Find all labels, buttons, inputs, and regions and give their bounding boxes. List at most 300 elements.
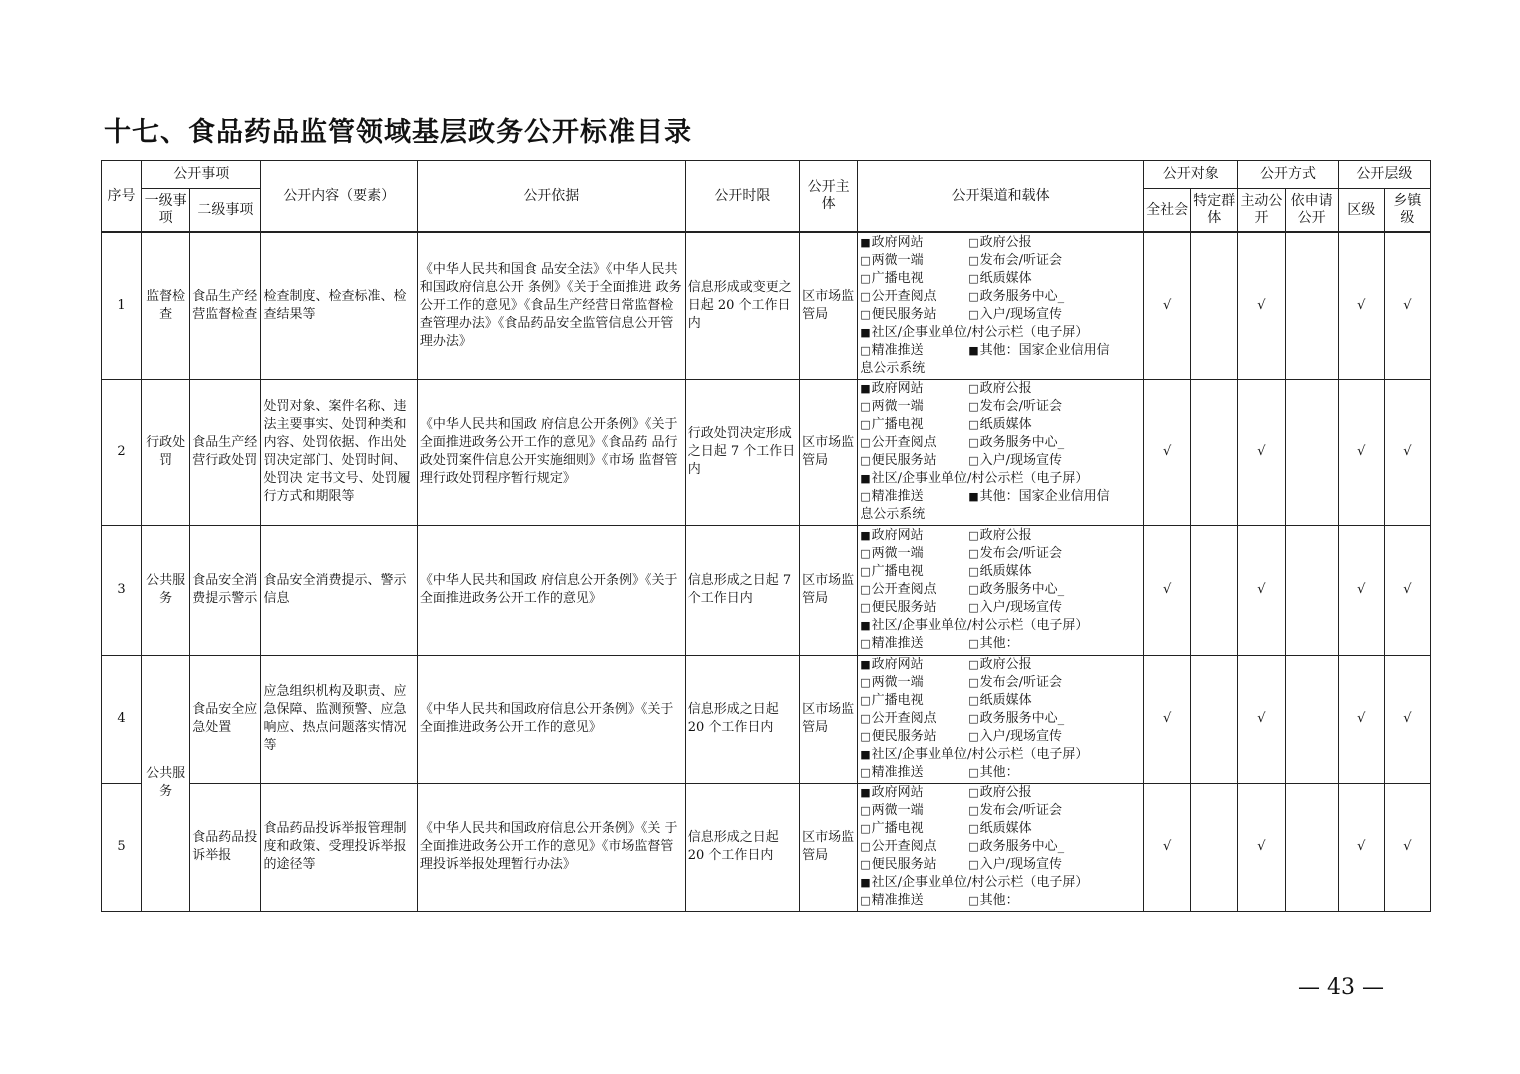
channel-line: [860, 563, 1141, 581]
channel-option: [968, 728, 1062, 746]
cell-aud-specific: [1191, 783, 1238, 911]
cell-aud-public: √: [1144, 232, 1191, 379]
channel-label: 广播电视: [871, 270, 924, 286]
channel-label: 发布会/听证会: [979, 803, 1063, 818]
channel-label: 便民服务站: [871, 600, 937, 615]
channel-option: [968, 527, 1031, 545]
cell-aud-public: √: [1144, 525, 1191, 655]
unchecked-box-icon: □: [860, 436, 871, 449]
channel-label: 纸质媒体: [979, 693, 1032, 708]
channel-label: 两微一端: [871, 546, 924, 561]
channel-option: [860, 581, 968, 599]
channel-option: [968, 342, 1109, 360]
header-basis: 公开依据: [417, 161, 685, 233]
unchecked-box-icon: □: [968, 786, 979, 799]
cell-level1: 公共服务: [142, 525, 190, 655]
unchecked-box-icon: □: [968, 565, 979, 578]
header-method-group: 公开方式: [1238, 161, 1338, 189]
catalog-table: [101, 160, 1431, 912]
cell-subject: 区市场监管局: [800, 379, 858, 525]
channel-line: [860, 581, 1141, 599]
cell-channels: [858, 232, 1144, 379]
channel-option: [860, 746, 1088, 764]
cell-content: 应急组织机构及职责、应急保障、监测预警、应急响应、热点问题落实情况等: [261, 655, 417, 783]
channel-option: [860, 764, 968, 782]
unchecked-box-icon: □: [968, 637, 979, 650]
channel-option: [860, 892, 968, 910]
channel-label: 入户/现场宣传: [979, 857, 1063, 872]
cell-aud-specific: [1191, 232, 1238, 379]
channel-label: 其他：国家企业信用信: [979, 489, 1110, 504]
channel-label: 纸质媒体: [979, 417, 1032, 432]
unchecked-box-icon: □: [860, 858, 871, 871]
unchecked-box-icon: □: [968, 694, 979, 707]
channel-option: [968, 692, 1031, 710]
cell-time-limit: 信息形成之日起 7 个工作日内: [685, 525, 799, 655]
cell-seq: 3: [102, 525, 142, 655]
unchecked-box-icon: □: [968, 271, 979, 285]
cell-content: 食品安全消费提示、警示信息: [261, 525, 417, 655]
channel-option: [968, 452, 1062, 470]
channel-line: [860, 342, 1141, 360]
header-aud-public: 全社会: [1144, 189, 1191, 233]
cell-level2: 食品生产经营监督检查: [190, 232, 261, 379]
channel-label: 政府公报: [979, 234, 1032, 250]
unchecked-box-icon: □: [968, 454, 979, 467]
unchecked-box-icon: □: [968, 253, 979, 267]
channel-label: 政务服务中心_: [979, 582, 1065, 597]
channel-label: 便民服务站: [871, 453, 937, 468]
cell-level2: 食品药品投诉举报: [190, 783, 261, 911]
channel-line: [860, 820, 1141, 838]
channel-option: [968, 838, 1064, 856]
cell-basis: 《中华人民共和国政府信息公开条例》《关 于全面推进政务公开工作的意见》《市场监督管理投诉举报处理暂行办法》: [417, 783, 685, 911]
cell-lvl-district: √: [1338, 525, 1384, 655]
checked-box-icon: ■: [860, 748, 871, 761]
channel-label: 便民服务站: [871, 857, 937, 872]
channel-label: 政府网站: [871, 381, 924, 396]
channel-label: 政府公报: [979, 785, 1032, 800]
channel-label: 精准推送: [871, 489, 924, 504]
table-row: [102, 525, 1431, 655]
header-meth-active: 主动公开: [1238, 189, 1285, 233]
channel-label: 其他：: [979, 636, 1019, 651]
unchecked-box-icon: □: [860, 637, 871, 650]
channel-label: 政府网站: [871, 234, 924, 250]
unchecked-box-icon: □: [968, 658, 979, 671]
channel-label: 纸质媒体: [979, 821, 1032, 836]
channel-option: [968, 488, 1109, 506]
channel-option: [860, 802, 968, 820]
checked-box-icon: ■: [860, 472, 871, 485]
channel-line: [860, 599, 1141, 617]
table-row: [102, 379, 1431, 525]
header-items-group: 公开事项: [142, 161, 261, 189]
channel-line: [860, 527, 1141, 545]
unchecked-box-icon: □: [860, 894, 871, 907]
channel-label: 政务服务中心_: [979, 288, 1065, 304]
channel-line: [860, 856, 1141, 874]
cell-lvl-town: √: [1384, 525, 1430, 655]
header-lvl-district: 区级: [1338, 189, 1384, 233]
channel-line: [860, 270, 1141, 288]
channel-option: [860, 342, 968, 360]
unchecked-box-icon: □: [968, 436, 979, 449]
table-row: [102, 783, 1431, 911]
channel-option: [860, 527, 968, 545]
unchecked-box-icon: □: [860, 289, 871, 303]
channel-option: [860, 545, 968, 563]
channel-line: [860, 360, 1141, 378]
cell-basis: 《中华人民共和国政 府信息公开条例》《关于全面推进政务公开工作的意见》: [417, 525, 685, 655]
cell-level1: 监督检查: [142, 232, 190, 379]
channel-option: [968, 599, 1062, 617]
unchecked-box-icon: □: [860, 694, 871, 707]
checked-box-icon: ■: [860, 619, 871, 632]
channel-label: 精准推送: [871, 342, 924, 358]
unchecked-box-icon: □: [860, 840, 871, 853]
cell-channels: [858, 525, 1144, 655]
cell-aud-public: √: [1144, 783, 1191, 911]
channel-option: [860, 838, 968, 856]
cell-meth-active: √: [1238, 525, 1285, 655]
cell-lvl-town: √: [1384, 783, 1430, 911]
cell-content: 食品药品投诉举报管理制度和政策、受理投诉举报的途径等: [261, 783, 417, 911]
cell-level2: 食品生产经营行政处罚: [190, 379, 261, 525]
header-seq: 序号: [102, 161, 142, 233]
channel-option: [860, 488, 968, 506]
cell-time-limit: 信息形成或变更之日起 20 个工作日内: [685, 232, 799, 379]
channel-label: 两微一端: [871, 399, 924, 414]
channel-line: [860, 234, 1141, 252]
channel-option: [860, 252, 968, 270]
channel-label: 发布会/听证会: [979, 546, 1063, 561]
cell-content: 处罚对象、案件名称、违法主要事实、处罚种类和内容、处罚依据、作出处罚决定部门、处罚时间、处罚决 定书文号、处罚履行方式和期限等: [261, 379, 417, 525]
unchecked-box-icon: □: [968, 547, 979, 560]
channel-option: [860, 635, 968, 653]
checked-box-icon: ■: [860, 876, 871, 889]
cell-channels: [858, 783, 1144, 911]
channel-option: [860, 270, 968, 288]
channel-option: [860, 656, 968, 674]
channel-line: [860, 324, 1141, 342]
channel-label: 政府网站: [871, 785, 924, 800]
channel-label: 广播电视: [871, 821, 924, 836]
channel-option: [968, 234, 1031, 252]
cell-subject: 区市场监管局: [800, 783, 858, 911]
cell-subject: 区市场监管局: [800, 232, 858, 379]
channel-option: [860, 434, 968, 452]
channel-option: [860, 452, 968, 470]
channel-label: 社区/企事业单位/村公示栏（电子屏）: [871, 618, 1089, 633]
unchecked-box-icon: □: [860, 676, 871, 689]
channel-option: [968, 252, 1062, 270]
channel-label: 政府网站: [871, 528, 924, 543]
checked-box-icon: ■: [968, 343, 979, 357]
unchecked-box-icon: □: [860, 730, 871, 743]
channel-label: 发布会/听证会: [979, 399, 1063, 414]
channel-option: [968, 656, 1031, 674]
channel-label: 政府公报: [979, 381, 1032, 396]
cell-seq: 1: [102, 232, 142, 379]
channel-option: [860, 710, 968, 728]
unchecked-box-icon: □: [968, 382, 979, 395]
channel-option: [860, 617, 1088, 635]
channel-line: [860, 892, 1141, 910]
channel-label: 政府网站: [871, 657, 924, 672]
cell-time-limit: 行政处罚决定形成之日起 7 个工作日内: [685, 379, 799, 525]
unchecked-box-icon: □: [860, 822, 871, 835]
channel-option: [860, 728, 968, 746]
channel-option: [968, 892, 1018, 910]
channel-option: [968, 710, 1064, 728]
channel-option: [968, 306, 1062, 324]
header-channels: 公开渠道和载体: [858, 161, 1144, 233]
channel-line: [860, 874, 1141, 892]
channel-option: [860, 784, 968, 802]
channel-line: [860, 306, 1141, 324]
unchecked-box-icon: □: [860, 547, 871, 560]
channel-label: 入户/现场宣传: [979, 600, 1063, 615]
channel-line: [860, 488, 1141, 506]
header-subject: 公开主体: [800, 161, 858, 233]
channel-option: [860, 324, 1088, 342]
channel-option: [860, 692, 968, 710]
table-row: [102, 655, 1431, 783]
cell-basis: 《中华人民共和国政 府信息公开条例》《关于全面推进政务公开工作的意见》《食品药 品行政处罚案件信息公开实施细则》《市场 监督管理行政处罚程序暂行规定》: [417, 379, 685, 525]
channel-label: 精准推送: [871, 636, 924, 651]
channel-line: [860, 452, 1141, 470]
unchecked-box-icon: □: [968, 840, 979, 853]
channel-option: [860, 856, 968, 874]
cell-channels: [858, 655, 1144, 783]
unchecked-box-icon: □: [860, 583, 871, 596]
unchecked-box-icon: □: [860, 343, 871, 357]
channel-label: 政务服务中心_: [979, 435, 1065, 450]
channel-option: [968, 764, 1018, 782]
channel-label: 入户/现场宣传: [979, 306, 1063, 322]
page-title: 十七、食品药品监管领域基层政务公开标准目录: [104, 117, 692, 148]
channel-option: [968, 856, 1062, 874]
cell-time-limit: 信息形成之日起 20 个工作日内: [685, 655, 799, 783]
unchecked-box-icon: □: [860, 418, 871, 431]
channel-line: [860, 398, 1141, 416]
cell-meth-request: [1285, 525, 1338, 655]
cell-channels: [858, 379, 1144, 525]
cell-seq: 5: [102, 783, 142, 911]
header-time-limit: 公开时限: [685, 161, 799, 233]
unchecked-box-icon: □: [968, 712, 979, 725]
channel-line: [860, 545, 1141, 563]
channel-option: [860, 874, 1088, 892]
channel-option: [968, 270, 1031, 288]
unchecked-box-icon: □: [860, 766, 871, 779]
cell-lvl-district: √: [1338, 379, 1384, 525]
unchecked-box-icon: □: [860, 601, 871, 614]
cell-lvl-town: √: [1384, 232, 1430, 379]
cell-time-limit: 信息形成之日起 20 个工作日内: [685, 783, 799, 911]
header-level2: 二级事项: [190, 189, 261, 233]
cell-level1: 公共服务: [142, 655, 190, 911]
unchecked-box-icon: □: [860, 454, 871, 467]
channel-label: 入户/现场宣传: [979, 453, 1063, 468]
channel-label: 两微一端: [871, 803, 924, 818]
header-lvl-town: 乡镇级: [1384, 189, 1430, 233]
channel-line: [860, 802, 1141, 820]
cell-lvl-district: √: [1338, 783, 1384, 911]
channel-label: 广播电视: [871, 564, 924, 579]
channel-line: [860, 470, 1141, 488]
unchecked-box-icon: □: [968, 289, 979, 303]
unchecked-box-icon: □: [968, 418, 979, 431]
cell-meth-request: [1285, 379, 1338, 525]
unchecked-box-icon: □: [968, 601, 979, 614]
cell-meth-active: √: [1238, 379, 1285, 525]
header-level-group: 公开层级: [1338, 161, 1430, 189]
channel-option: [860, 506, 925, 524]
channel-option: [860, 674, 968, 692]
channel-line: [860, 784, 1141, 802]
cell-aud-specific: [1191, 525, 1238, 655]
channel-option: [968, 416, 1031, 434]
cell-content: 检查制度、检查标准、检查结果等: [261, 232, 417, 379]
channel-option: [968, 581, 1064, 599]
channel-label: 政务服务中心_: [979, 711, 1065, 726]
channel-label: 政府公报: [979, 528, 1032, 543]
checked-box-icon: ■: [860, 658, 871, 671]
cell-aud-specific: [1191, 379, 1238, 525]
header-content: 公开内容（要素）: [261, 161, 417, 233]
unchecked-box-icon: □: [860, 565, 871, 578]
channel-option: [968, 288, 1064, 306]
channel-line: [860, 838, 1141, 856]
channel-line: [860, 635, 1141, 653]
channel-option: [860, 234, 968, 252]
channel-option: [968, 674, 1062, 692]
unchecked-box-icon: □: [968, 676, 979, 689]
channel-label: 入户/现场宣传: [979, 729, 1063, 744]
channel-option: [860, 288, 968, 306]
unchecked-box-icon: □: [968, 583, 979, 596]
cell-lvl-town: √: [1384, 379, 1430, 525]
cell-lvl-district: √: [1338, 232, 1384, 379]
channel-label: 公开查阅点: [871, 711, 937, 726]
unchecked-box-icon: □: [968, 804, 979, 817]
channel-line: [860, 252, 1141, 270]
cell-meth-request: [1285, 655, 1338, 783]
unchecked-box-icon: □: [968, 822, 979, 835]
cell-aud-public: √: [1144, 379, 1191, 525]
unchecked-box-icon: □: [968, 894, 979, 907]
channel-line: [860, 728, 1141, 746]
channel-option: [968, 434, 1064, 452]
channel-label: 其他：: [979, 765, 1019, 780]
unchecked-box-icon: □: [860, 804, 871, 817]
cell-level2: 食品安全消费提示警示: [190, 525, 261, 655]
header-level1: 一级事项: [142, 189, 190, 233]
channel-label: 广播电视: [871, 693, 924, 708]
unchecked-box-icon: □: [860, 712, 871, 725]
channel-label: 公开查阅点: [871, 582, 937, 597]
unchecked-box-icon: □: [860, 253, 871, 267]
cell-meth-active: √: [1238, 232, 1285, 379]
channel-option: [968, 802, 1062, 820]
channel-label: 公开查阅点: [871, 435, 937, 450]
cell-aud-specific: [1191, 655, 1238, 783]
page-number: — 43 —: [1298, 975, 1384, 1000]
channel-option: [968, 820, 1031, 838]
channel-label: 精准推送: [871, 893, 924, 908]
cell-meth-active: √: [1238, 655, 1285, 783]
cell-basis: 《中华人民共和国政府信息公开条例》《关于全面推进政务公开工作的意见》: [417, 655, 685, 783]
channel-line: [860, 656, 1141, 674]
checked-box-icon: ■: [860, 786, 871, 799]
channel-label: 息公示系统: [860, 507, 926, 522]
channel-option: [968, 563, 1031, 581]
channel-label: 社区/企事业单位/村公示栏（电子屏）: [871, 471, 1089, 486]
channel-option: [860, 563, 968, 581]
header-aud-specific: 特定群体: [1191, 189, 1238, 233]
table-body: [102, 232, 1431, 911]
channel-line: [860, 506, 1141, 524]
channel-label: 社区/企事业单位/村公示栏（电子屏）: [871, 324, 1089, 340]
channel-label: 纸质媒体: [979, 270, 1032, 286]
cell-basis: 《中华人民共和国食 品安全法》《中华人民共和国政府信息公开 条例》《关于全面推进 政务公开工作的意见》《食品生产经营日常监督检查管理办法》《食品药品安全监管信息公开管理办法》: [417, 232, 685, 379]
channel-line: [860, 710, 1141, 728]
channel-label: 政府公报: [979, 657, 1032, 672]
cell-aud-public: √: [1144, 655, 1191, 783]
channel-label: 纸质媒体: [979, 564, 1032, 579]
channel-label: 社区/企事业单位/村公示栏（电子屏）: [871, 875, 1089, 890]
channel-option: [860, 398, 968, 416]
checked-box-icon: ■: [860, 382, 871, 395]
channel-label: 广播电视: [871, 417, 924, 432]
channel-option: [968, 545, 1062, 563]
header-audience-group: 公开对象: [1144, 161, 1238, 189]
channel-line: [860, 288, 1141, 306]
cell-lvl-district: √: [1338, 655, 1384, 783]
channel-line: [860, 746, 1141, 764]
unchecked-box-icon: □: [968, 307, 979, 321]
cell-seq: 2: [102, 379, 142, 525]
checked-box-icon: ■: [860, 325, 871, 339]
channel-line: [860, 692, 1141, 710]
cell-subject: 区市场监管局: [800, 655, 858, 783]
channel-option: [860, 599, 968, 617]
channel-option: [860, 380, 968, 398]
channel-option: [968, 398, 1062, 416]
cell-level1: 行政处罚: [142, 379, 190, 525]
header-meth-request: 依申请公开: [1285, 189, 1338, 233]
channel-option: [860, 416, 968, 434]
channel-label: 两微一端: [871, 675, 924, 690]
channel-line: [860, 434, 1141, 452]
channel-line: [860, 416, 1141, 434]
unchecked-box-icon: □: [968, 730, 979, 743]
channel-option: [860, 470, 1088, 488]
channel-label: 社区/企事业单位/村公示栏（电子屏）: [871, 747, 1089, 762]
checked-box-icon: ■: [860, 235, 871, 249]
unchecked-box-icon: □: [860, 271, 871, 285]
channel-label: 息公示系统: [860, 360, 926, 376]
cell-meth-request: [1285, 783, 1338, 911]
channel-label: 便民服务站: [871, 729, 937, 744]
unchecked-box-icon: □: [968, 766, 979, 779]
cell-meth-request: [1285, 232, 1338, 379]
channel-label: 其他：: [979, 893, 1019, 908]
channel-label: 发布会/听证会: [979, 252, 1063, 268]
channel-line: [860, 617, 1141, 635]
